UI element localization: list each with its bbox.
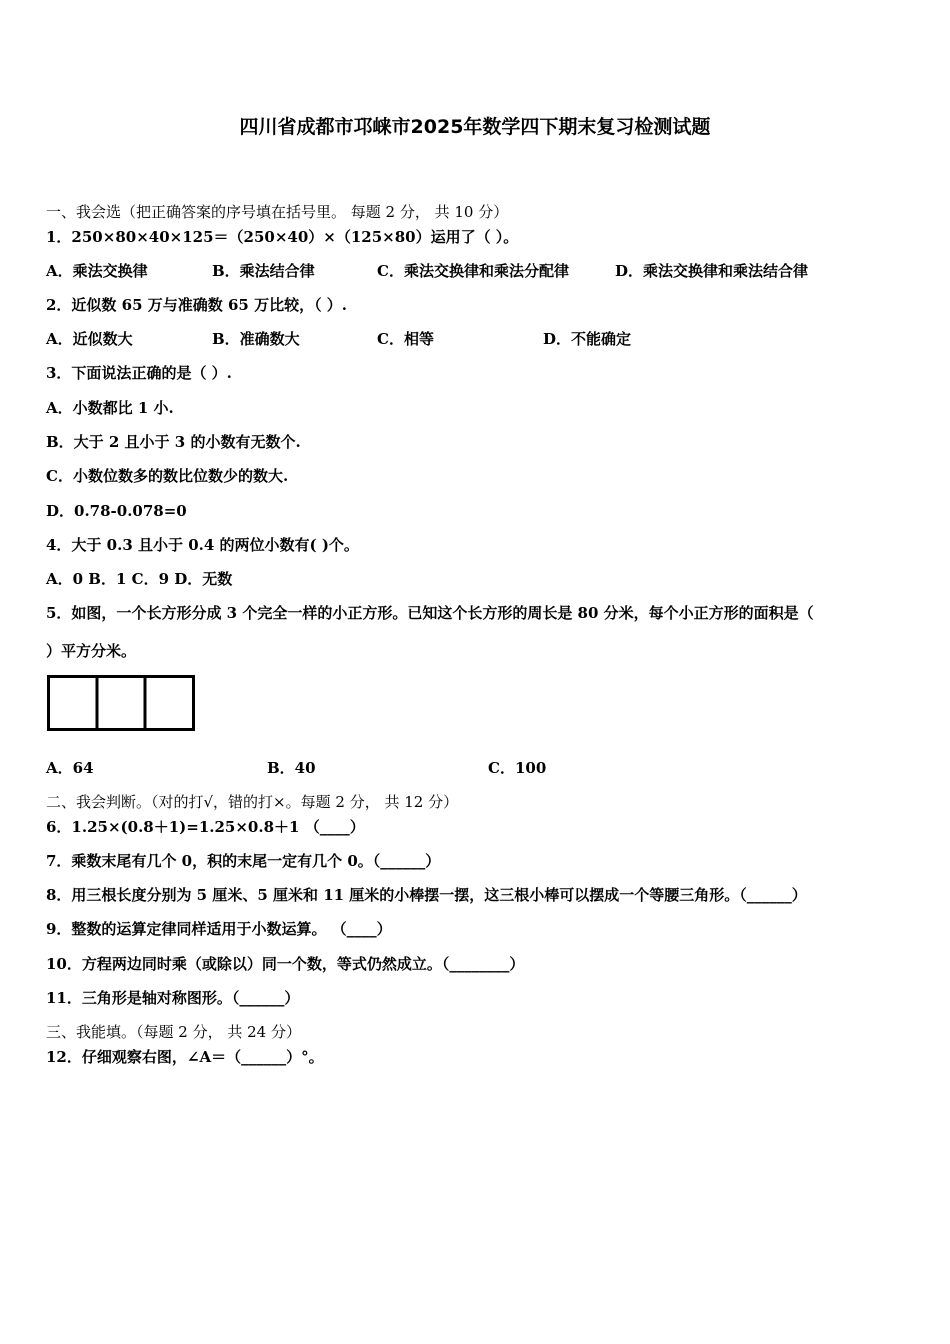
question-7: 7．乘数末尾有几个 0，积的末尾一定有几个 0。（______）: [46, 852, 441, 870]
q2-option-b: B．准确数大: [212, 330, 300, 348]
q1-option-b: B．乘法结合律: [212, 262, 315, 280]
question-9: 9．整数的运算定律同样适用于小数运算。 （____）: [46, 920, 392, 938]
q3-option-d: D．0.78-0.078=0: [46, 502, 187, 520]
question-10: 10．方程两边同时乘（或除以）同一个数，等式仍然成立。（________）: [46, 955, 525, 973]
q2-option-d: D．不能确定: [543, 330, 632, 348]
q5-option-b: B．40: [267, 759, 316, 777]
q4-options: A．0 B．1 C．9 D．无数: [46, 570, 233, 588]
section-3-header: 三、我能填。（每题 2 分， 共 24 分）: [46, 1023, 301, 1041]
question-12: 12．仔细观察右图，∠A＝（______）°。: [46, 1048, 324, 1066]
q3-option-a: A．小数都比 1 小.: [46, 399, 174, 417]
question-3: 3．下面说法正确的是（ ）.: [46, 364, 232, 382]
q1-option-a: A．乘法交换律: [46, 262, 148, 280]
question-5-line-1: 5．如图，一个长方形分成 3 个完全一样的小正方形。已知这个长方形的周长是 80 分米，每个小正方形的面积是（: [46, 604, 814, 622]
question-5-line-2: ）平方分米。: [46, 642, 137, 660]
page-title: 四川省成都市邛崃市2025年数学四下期末复习检测试题: [239, 116, 711, 138]
section-2-header: 二、我会判断。（对的打√，错的打×。每题 2 分， 共 12 分）: [46, 793, 459, 811]
q2-option-c: C．相等: [377, 330, 434, 348]
q2-option-a: A．近似数大: [46, 330, 133, 348]
question-8: 8．用三根长度分别为 5 厘米、5 厘米和 11 厘米的小棒摆一摆，这三根小棒可以摆成一个等腰三角形。（______）: [46, 886, 807, 904]
q5-option-a: A．64: [46, 759, 94, 777]
q1-option-d: D．乘法交换律和乘法结合律: [615, 262, 809, 280]
q3-option-c: C．小数位数多的数比位数少的数大.: [46, 467, 289, 485]
question-11: 11．三角形是轴对称图形。（______）: [46, 989, 300, 1007]
question-6: 6．1.25×(0.8＋1)=1.25×0.8＋1 （____）: [46, 818, 365, 836]
section-1-header: 一、我会选（把正确答案的序号填在括号里。 每题 2 分， 共 10 分）: [46, 203, 509, 221]
question-4: 4．大于 0.3 且小于 0.4 的两位小数有( )个。: [46, 536, 359, 554]
q1-option-c: C．乘法交换律和乘法分配律: [377, 262, 569, 280]
q5-option-c: C．100: [488, 759, 547, 777]
question-1: 1．250×80×40×125＝（250×40）×（125×80）运用了（ ）。: [46, 228, 519, 246]
rectangle-three-squares-figure: [47, 675, 195, 731]
q3-option-b: B．大于 2 且小于 3 的小数有无数个.: [46, 433, 301, 451]
question-2: 2．近似数 65 万与准确数 65 万比较，（ ）.: [46, 296, 348, 314]
